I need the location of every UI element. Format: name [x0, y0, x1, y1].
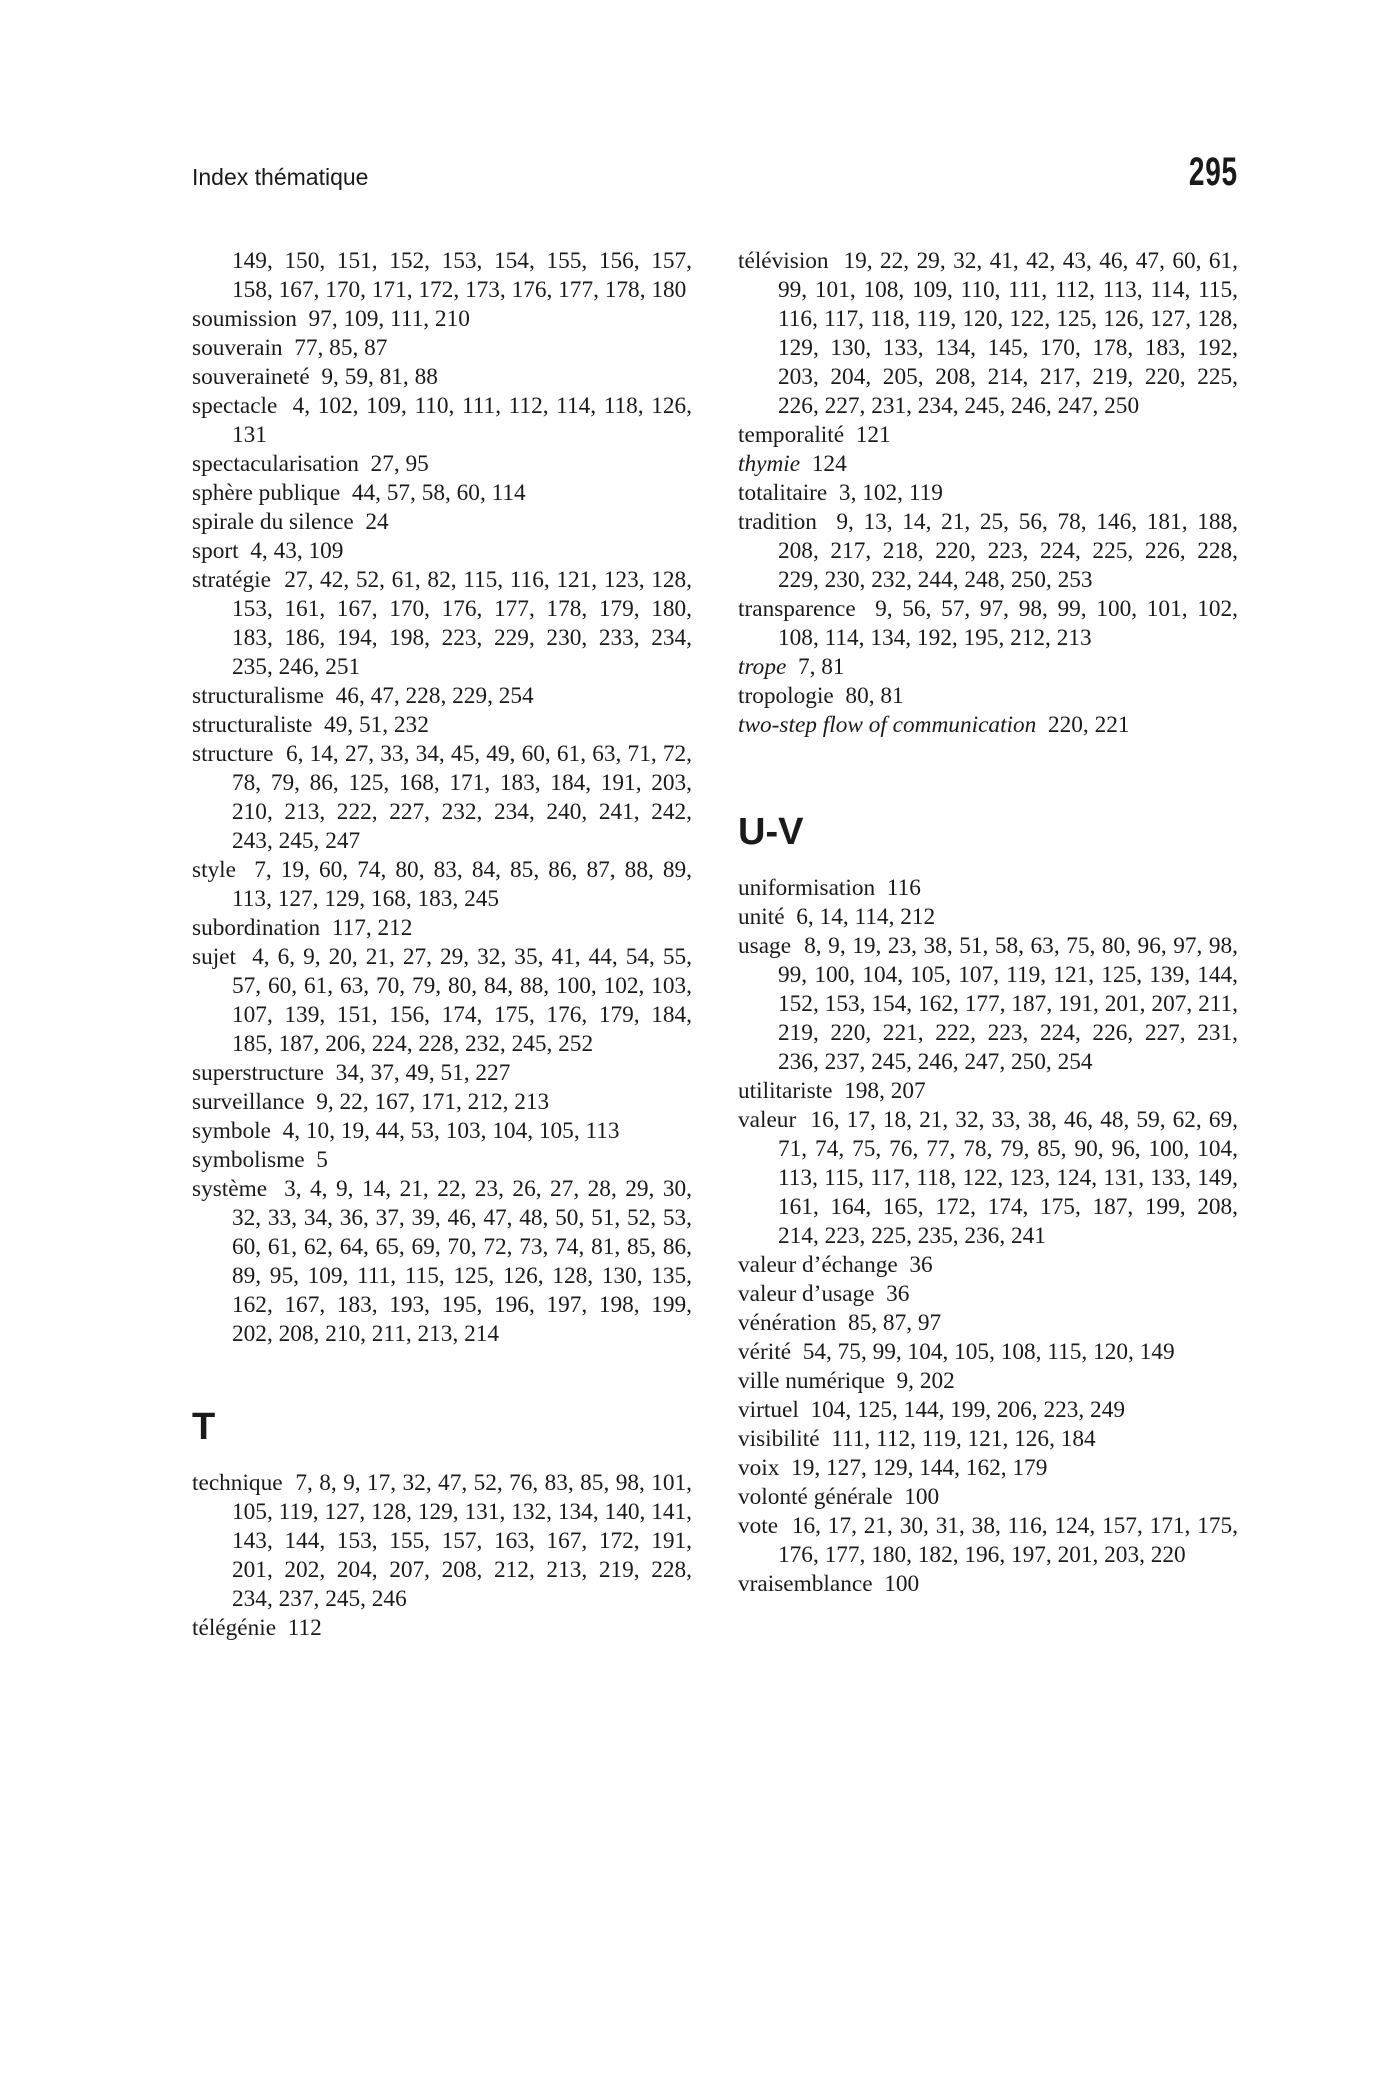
index-entry	[738, 508, 1238, 595]
index-pages: 16, 17, 21, 30, 31, 38, 116, 124, 157, 171, 175, 176, 177, 180, 182, 196, 197, 201, 203, 220	[778, 1513, 1239, 1568]
index-term: uniformisation	[738, 875, 876, 901]
index-entry	[738, 1570, 1238, 1599]
entry-list-t	[192, 1469, 692, 1643]
index-term: spectacularisation	[192, 451, 359, 477]
index-term: trope	[738, 654, 787, 680]
index-entry	[738, 479, 1238, 508]
index-pages: 6, 14, 114, 212	[796, 904, 936, 930]
index-term: souverain	[192, 335, 283, 361]
index-entry	[192, 914, 692, 943]
index-pages: 5	[316, 1147, 328, 1173]
index-entry	[192, 450, 692, 479]
left-column	[192, 247, 692, 1643]
index-entry	[738, 1396, 1238, 1425]
index-entry	[192, 508, 692, 537]
index-pages: 16, 17, 18, 21, 32, 33, 38, 46, 48, 59, 62, 69, 71, 74, 75, 76, 77, 78, 79, 85, 90, 96, 100, 104, 113, 115, 117, 118, 122, 123, 124, 131, 133, 149, 161, 164, 165, 172, 174, 175, 187, 199, 208, 214, 223, 225, 235, 236, 241	[778, 1107, 1238, 1249]
index-pages: 9, 59, 81, 88	[321, 364, 438, 390]
index-entry	[192, 392, 692, 450]
index-pages: 77, 85, 87	[294, 335, 388, 361]
index-pages: 8, 9, 19, 23, 38, 51, 58, 63, 75, 80, 96, 97, 98, 99, 100, 104, 105, 107, 119, 121, 125, 139, 144, 152, 153, 154, 162, 177, 187, 191, 201, 207, 211, 219, 220, 221, 222, 223, 224, 226, 227, 231, 236, 237, 245, 246, 247, 250, 254	[778, 933, 1239, 1075]
index-pages: 27, 95	[370, 451, 429, 477]
index-pages: 112	[287, 1615, 322, 1641]
index-term: structure	[192, 741, 274, 767]
index-entry	[192, 1175, 692, 1349]
index-term: valeur d’usage	[738, 1281, 875, 1307]
index-term: télévision	[738, 248, 829, 274]
index-pages: 46, 47, 228, 229, 254	[335, 683, 534, 709]
index-term: vénération	[738, 1310, 837, 1336]
index-term: vote	[738, 1513, 779, 1539]
index-pages: 4, 10, 19, 44, 53, 103, 104, 105, 113	[282, 1118, 620, 1144]
index-pages: 3, 4, 9, 14, 21, 22, 23, 26, 27, 28, 29, 30, 32, 33, 34, 36, 37, 39, 46, 47, 48, 50, 51, 52, 53, 60, 61, 62, 64, 65, 69, 70, 72, 73, 74, 81, 85, 86, 89, 95, 109, 111, 115, 125, 126, 128, 130, 135, 162, 167, 183, 193, 195, 196, 197, 198, 199, 202, 208, 210, 211, 213, 214	[232, 1176, 693, 1347]
index-term: usage	[738, 933, 792, 959]
index-pages: 19, 22, 29, 32, 41, 42, 43, 46, 47, 60, 61, 99, 101, 108, 109, 110, 111, 112, 113, 114, 115, 116, 117, 118, 119, 120, 122, 125, 126, 127, 128, 129, 130, 133, 134, 145, 170, 178, 183, 192, 203, 204, 205, 208, 214, 217, 219, 220, 225, 226, 227, 231, 234, 245, 246, 247, 250	[778, 248, 1238, 419]
index-term: structuralisme	[192, 683, 324, 709]
index-entry	[738, 421, 1238, 450]
index-term: voix	[738, 1455, 780, 1481]
page-header	[192, 150, 1238, 210]
index-pages: 19, 127, 129, 144, 162, 179	[791, 1455, 1048, 1481]
index-term: temporalité	[738, 422, 845, 448]
index-entry	[738, 1106, 1238, 1251]
index-entry	[738, 247, 1238, 421]
index-pages: 54, 75, 99, 104, 105, 108, 115, 120, 149	[802, 1339, 1175, 1365]
index-term: télégénie	[192, 1615, 277, 1641]
index-term: totalitaire	[738, 480, 828, 506]
index-term: sphère publique	[192, 480, 341, 506]
index-entry	[738, 1483, 1238, 1512]
index-entry	[738, 1367, 1238, 1396]
index-term: visibilité	[738, 1426, 820, 1452]
index-pages: 85, 87, 97	[847, 1310, 942, 1336]
index-term: virtuel	[738, 1397, 799, 1423]
index-pages: 198, 207	[844, 1078, 926, 1104]
index-term: tropologie	[738, 683, 834, 709]
index-term: structuraliste	[192, 712, 313, 738]
section-letter-t: T	[192, 1406, 216, 1448]
index-entry	[738, 595, 1238, 653]
index-entry	[192, 537, 692, 566]
index-pages: 49, 51, 232	[324, 712, 429, 738]
entry-list-s	[192, 247, 692, 1349]
index-pages: 7, 8, 9, 17, 32, 47, 52, 76, 83, 85, 98, 101, 105, 119, 127, 128, 129, 131, 132, 134, 140, 141, 143, 144, 153, 155, 157, 163, 167, 172, 191, 201, 202, 204, 207, 208, 212, 213, 219, 228, 234, 237, 245, 246	[232, 1470, 692, 1612]
index-pages: 100	[904, 1484, 940, 1510]
index-entry	[738, 1309, 1238, 1338]
index-entry	[738, 682, 1238, 711]
index-term: subordination	[192, 915, 321, 941]
index-pages: 6, 14, 27, 33, 34, 45, 49, 60, 61, 63, 71, 72, 78, 79, 86, 125, 168, 171, 183, 184, 191, 203, 210, 213, 222, 227, 232, 234, 240, 241, 242, 243, 245, 247	[232, 741, 692, 854]
index-pages: 116	[886, 875, 921, 901]
index-entry	[738, 1280, 1238, 1309]
index-entry	[192, 711, 692, 740]
index-term: technique	[192, 1470, 283, 1496]
index-pages: 9, 13, 14, 21, 25, 56, 78, 146, 181, 188, 208, 217, 218, 220, 223, 224, 225, 226, 228, 229, 230, 232, 244, 248, 250, 253	[778, 509, 1238, 593]
index-entry	[738, 711, 1238, 740]
index-entry	[192, 363, 692, 392]
index-term: symbole	[192, 1118, 271, 1144]
index-pages: 149, 150, 151, 152, 153, 154, 155, 156, 157, 158, 167, 170, 171, 172, 173, 176, 177, 178, 180	[232, 248, 692, 303]
index-entry	[738, 450, 1238, 479]
index-pages: 36	[886, 1281, 910, 1307]
index-entry	[192, 1117, 692, 1146]
index-term: tradition	[738, 509, 817, 535]
index-pages: 9, 202	[896, 1368, 955, 1394]
index-term: thymie	[738, 451, 801, 477]
index-term: sujet	[192, 944, 237, 970]
index-term: style	[192, 857, 237, 883]
index-pages: 100	[884, 1571, 920, 1597]
index-term: two-step flow of communication	[738, 712, 1037, 738]
section-letter-uv: U-V	[738, 811, 804, 853]
page-number: 295	[1189, 150, 1238, 194]
index-term: symbolisme	[192, 1147, 305, 1173]
index-entry	[192, 1059, 692, 1088]
index-entry	[192, 1469, 692, 1614]
index-pages: 124	[811, 451, 847, 477]
index-term: volonté générale	[738, 1484, 893, 1510]
index-pages: 36	[909, 1252, 933, 1278]
index-term: valeur	[738, 1107, 797, 1133]
index-entry	[192, 856, 692, 914]
index-pages: 3, 102, 119	[838, 480, 943, 506]
index-pages: 9, 22, 167, 171, 212, 213	[316, 1089, 550, 1115]
index-term: soumission	[192, 306, 297, 332]
index-term: spirale du silence	[192, 509, 354, 535]
index-term: valeur d’échange	[738, 1252, 898, 1278]
index-pages: 7, 81	[797, 654, 845, 680]
index-term: unité	[738, 904, 785, 930]
index-entry	[192, 1146, 692, 1175]
index-entry	[192, 479, 692, 508]
index-term: système	[192, 1176, 268, 1202]
index-term: surveillance	[192, 1089, 305, 1115]
index-term: superstructure	[192, 1060, 324, 1086]
index-pages: 24	[365, 509, 389, 535]
index-term: transparence	[738, 596, 856, 622]
index-entry	[192, 247, 692, 305]
index-term: vérité	[738, 1339, 792, 1365]
entry-list-t-continued	[738, 247, 1238, 740]
index-pages: 9, 56, 57, 97, 98, 99, 100, 101, 102, 108, 114, 134, 192, 195, 212, 213	[778, 596, 1238, 651]
index-entry	[192, 334, 692, 363]
index-entry	[192, 1614, 692, 1643]
index-pages: 117, 212	[331, 915, 413, 941]
index-entry	[192, 566, 692, 682]
index-pages: 34, 37, 49, 51, 227	[335, 1060, 511, 1086]
index-term: vraisemblance	[738, 1571, 873, 1597]
index-entry	[192, 682, 692, 711]
entry-list-uv	[738, 874, 1238, 1599]
running-title: Index thématique	[192, 164, 369, 190]
index-pages: 4, 43, 109	[250, 538, 344, 564]
index-entry	[738, 1077, 1238, 1106]
index-term: ville numérique	[738, 1368, 885, 1394]
index-term: spectacle	[192, 393, 278, 419]
index-pages: 80, 81	[845, 683, 904, 709]
index-entry	[192, 943, 692, 1059]
index-entry	[192, 305, 692, 334]
index-pages: 44, 57, 58, 60, 114	[351, 480, 526, 506]
index-pages: 27, 42, 52, 61, 82, 115, 116, 121, 123, 128, 153, 161, 167, 170, 176, 177, 178, 179, 180, 183, 186, 194, 198, 223, 229, 230, 233, 234, 235, 246, 251	[232, 567, 692, 680]
index-term: sport	[192, 538, 239, 564]
index-term: souveraineté	[192, 364, 310, 390]
index-term: utilitariste	[738, 1078, 833, 1104]
right-column	[738, 247, 1238, 1599]
index-entry	[738, 1338, 1238, 1367]
index-pages: 4, 6, 9, 20, 21, 27, 29, 32, 35, 41, 44, 54, 55, 57, 60, 61, 63, 70, 79, 80, 84, 88, 100, 102, 103, 107, 139, 151, 156, 174, 175, 176, 179, 184, 185, 187, 206, 224, 228, 232, 245, 252	[232, 944, 692, 1057]
index-entry	[738, 1251, 1238, 1280]
index-pages: 4, 102, 109, 110, 111, 112, 114, 118, 126, 131	[232, 393, 692, 448]
index-entry	[738, 653, 1238, 682]
index-entry	[192, 740, 692, 856]
index-entry	[738, 903, 1238, 932]
index-entry	[738, 874, 1238, 903]
index-pages: 97, 109, 111, 210	[308, 306, 470, 332]
index-entry	[738, 1512, 1238, 1570]
index-entry	[738, 1454, 1238, 1483]
index-pages: 121	[855, 422, 891, 448]
index-entry	[192, 1088, 692, 1117]
index-pages: 7, 19, 60, 74, 80, 83, 84, 85, 86, 87, 88, 89, 113, 127, 129, 168, 183, 245	[232, 857, 692, 912]
index-pages: 104, 125, 144, 199, 206, 223, 249	[810, 1397, 1125, 1423]
index-pages: 111, 112, 119, 121, 126, 184	[831, 1426, 1096, 1452]
index-pages: 220, 221	[1047, 712, 1130, 738]
index-entry	[738, 1425, 1238, 1454]
index-entry	[738, 932, 1238, 1077]
index-term: stratégie	[192, 567, 271, 593]
